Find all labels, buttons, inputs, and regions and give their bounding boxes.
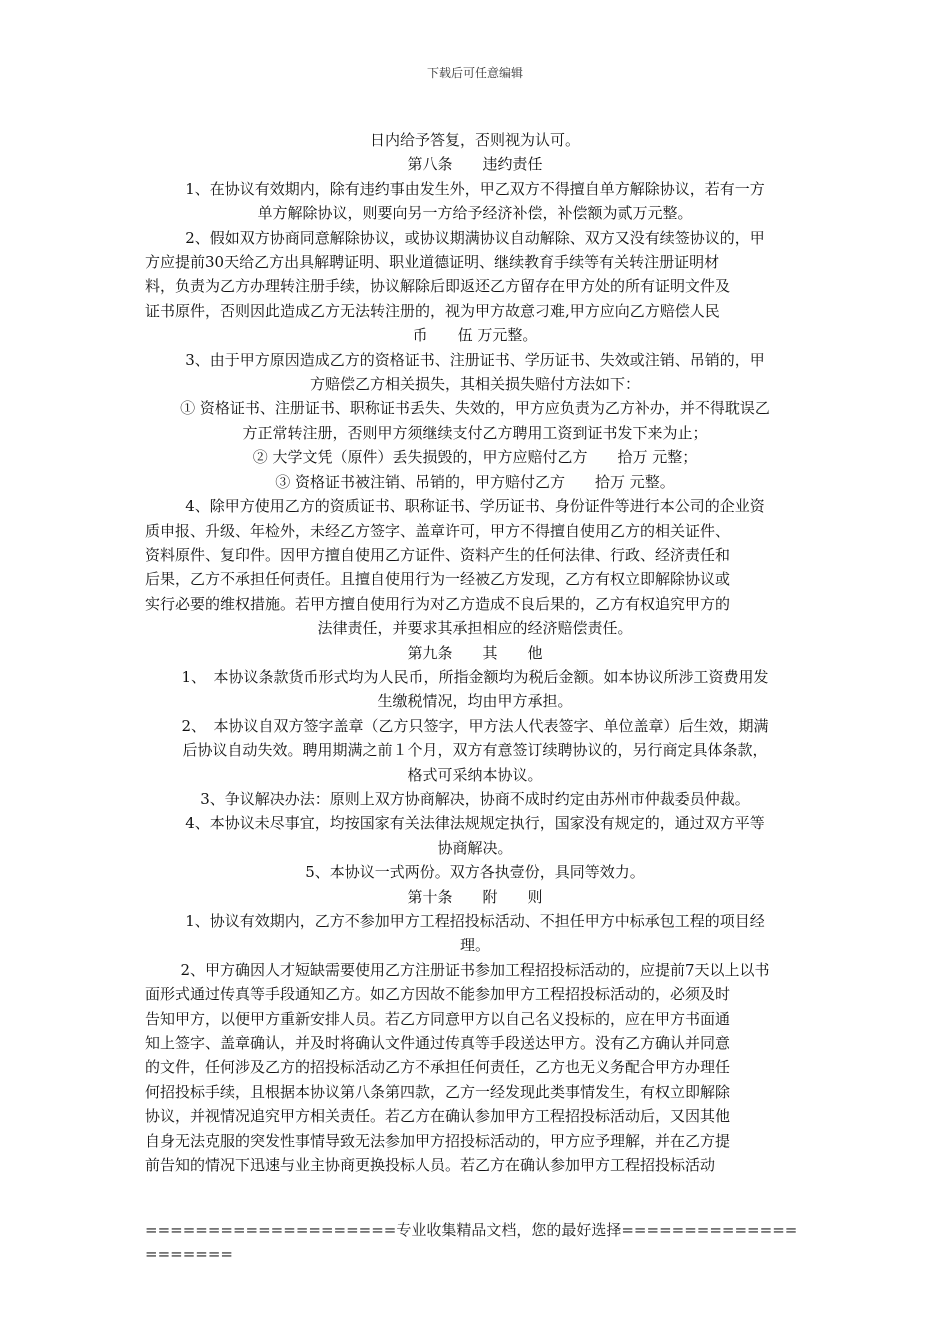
text-line: 质申报、升级、年检外，未经乙方签字、盖章许可，甲方不得擅自使用乙方的相关证件、 (145, 521, 731, 540)
text-line: 的文件，任何涉及乙方的招投标活动乙方不承担任何责任，乙方也无义务配合甲方办理任 (145, 1058, 731, 1077)
text-line: 3、由于甲方原因造成乙方的资格证书、注册证书、学历证书、失效或注销、吊销的，甲 (185, 350, 765, 369)
text-line: 1、协议有效期内，乙方不参加甲方工程招投标活动、不担任甲方中标承包工程的项目经 (185, 912, 765, 930)
text-line: 2、甲方确因人才短缺需要使用乙方注册证书参加工程招投标活动的，应提前7天以上以书 (180, 960, 770, 979)
text-line: 币 伍 万元整。 (412, 326, 538, 345)
text-line: 5、本协议一式两份。双方各执壹份，具同等效力。 (305, 863, 645, 882)
text-line: 告知甲方，以便甲方重新安排人员。若乙方同意甲方以自己名义投标的，应在甲方书面通 (145, 1009, 731, 1028)
text-line: 协商解决。 (437, 838, 513, 857)
text-line: 单方解除协议，则要向另一方给予经济补偿，补偿额为贰万元整。 (257, 204, 693, 223)
text-line: 第十条 附 则 (407, 887, 543, 906)
text-line: 生缴税情况，均由甲方承担。 (377, 692, 573, 711)
text-line: 4、本协议未尽事宜，均按国家有关法律法规规定执行，国家没有规定的，通过双方平等 (185, 814, 765, 833)
text-line: ③ 资格证书被注销、吊销的，甲方赔付乙方 拾万 元整。 (275, 472, 675, 491)
text-line: ② 大学文凭（原件）丢失损毁的，甲方应赔付乙方 拾万 元整； (252, 448, 698, 467)
text-line: 面形式通过传真等手段通知乙方。如乙方因故不能参加甲方工程招投标活动的，必须及时 (145, 985, 731, 1004)
text-line: ① 资格证书、注册证书、职称证书丢失、失效的，甲方应负责为乙方补办，并不得耽误乙 (180, 399, 770, 418)
text-line: 2、假如双方协商同意解除协议，或协议期满协议自动解除、双方又没有续签协议的，甲 (185, 228, 765, 247)
text-line: 1、在协议有效期内，除有违约事由发生外，甲乙双方不得擅自单方解除协议，若有一方 (185, 179, 765, 198)
text-line: 何招投标手续，且根据本协议第八条第四款，乙方一经发现此类事情发生，有权立即解除 (145, 1082, 731, 1101)
document-body (145, 128, 805, 1177)
text-line: 3、争议解决办法：原则上双方协商解决，协商不成时约定由苏州市仲裁委员仲裁。 (200, 789, 750, 808)
text-line: 方赔偿乙方相关损失，其相关损失赔付方法如下： (309, 375, 640, 394)
text-line: 法律责任，并要求其承担相应的经济赔偿责任。 (317, 619, 633, 638)
text-line: 料，负责为乙方办理转注册手续，协议解除后即返还乙方留存在甲方处的所有证明文件及 (145, 277, 731, 296)
text-line: 协议，并视情况追究甲方相关责任。若乙方在确认参加甲方工程招投标活动后，又因其他 (145, 1107, 731, 1126)
text-line: 实行必要的维权措施。若甲方擅自使用行为对乙方造成不良后果的，乙方有权追究甲方的 (145, 594, 731, 613)
text-line: 理。 (459, 936, 490, 955)
text-line: 第八条 违约责任 (407, 155, 543, 174)
text-line: 后果，乙方不承担任何责任。且擅自使用行为一经被乙方发现，乙方有权立即解除协议或 (145, 570, 731, 589)
text-line: 2、 本协议自双方签字盖章（乙方只签字，甲方法人代表签字、单位盖章）后生效，期满 (181, 716, 769, 735)
text-line: 日内给予答复，否则视为认可。 (369, 131, 580, 149)
text-line: 4、除甲方使用乙方的资质证书、职称证书、学历证书、身份证件等进行本公司的企业资 (185, 497, 765, 516)
text-line: 证书原件，否则因此造成乙方无法转注册的，视为甲方故意刁难,甲方应向乙方赔偿人民 (145, 301, 720, 320)
text-line: 方应提前30天给乙方出具解聘证明、职业道德证明、继续教育手续等有关转注册证明材 (145, 253, 720, 272)
page-footer: ====================专业收集精品文档，您的最好选择===================== (145, 1221, 798, 1263)
text-line: 方正常转注册，否则甲方须继续支付乙方聘用工资到证书发下来为止； (242, 423, 708, 442)
page-header: 下载后可任意编辑 (426, 66, 523, 80)
text-line: 知上签字、盖章确认，并及时将确认文件通过传真等手段送达甲方。没有乙方确认并同意 (145, 1034, 731, 1053)
text-line: 前告知的情况下迅速与业主协商更换投标人员。若乙方在确认参加甲方工程招投标活动 (145, 1156, 716, 1175)
text-line: 格式可采纳本协议。 (407, 765, 543, 784)
text-line: 自身无法克服的突发性事情导致无法参加甲方招投标活动的，甲方应予理解，并在乙方提 (145, 1131, 731, 1150)
text-line: 第九条 其 他 (407, 643, 543, 662)
text-line: 后协议自动失效。聘用期满之前１个月，双方有意签订续聘协议的，另行商定具体条款， (182, 741, 768, 760)
text-line: 1、 本协议条款货币形式均为人民币，所指金额均为税后金额。如本协议所涉工资费用发 (181, 667, 769, 686)
text-line: 资料原件、复印件。因甲方擅自使用乙方证件、资料产生的任何法律、行政、经济责任和 (145, 545, 731, 564)
